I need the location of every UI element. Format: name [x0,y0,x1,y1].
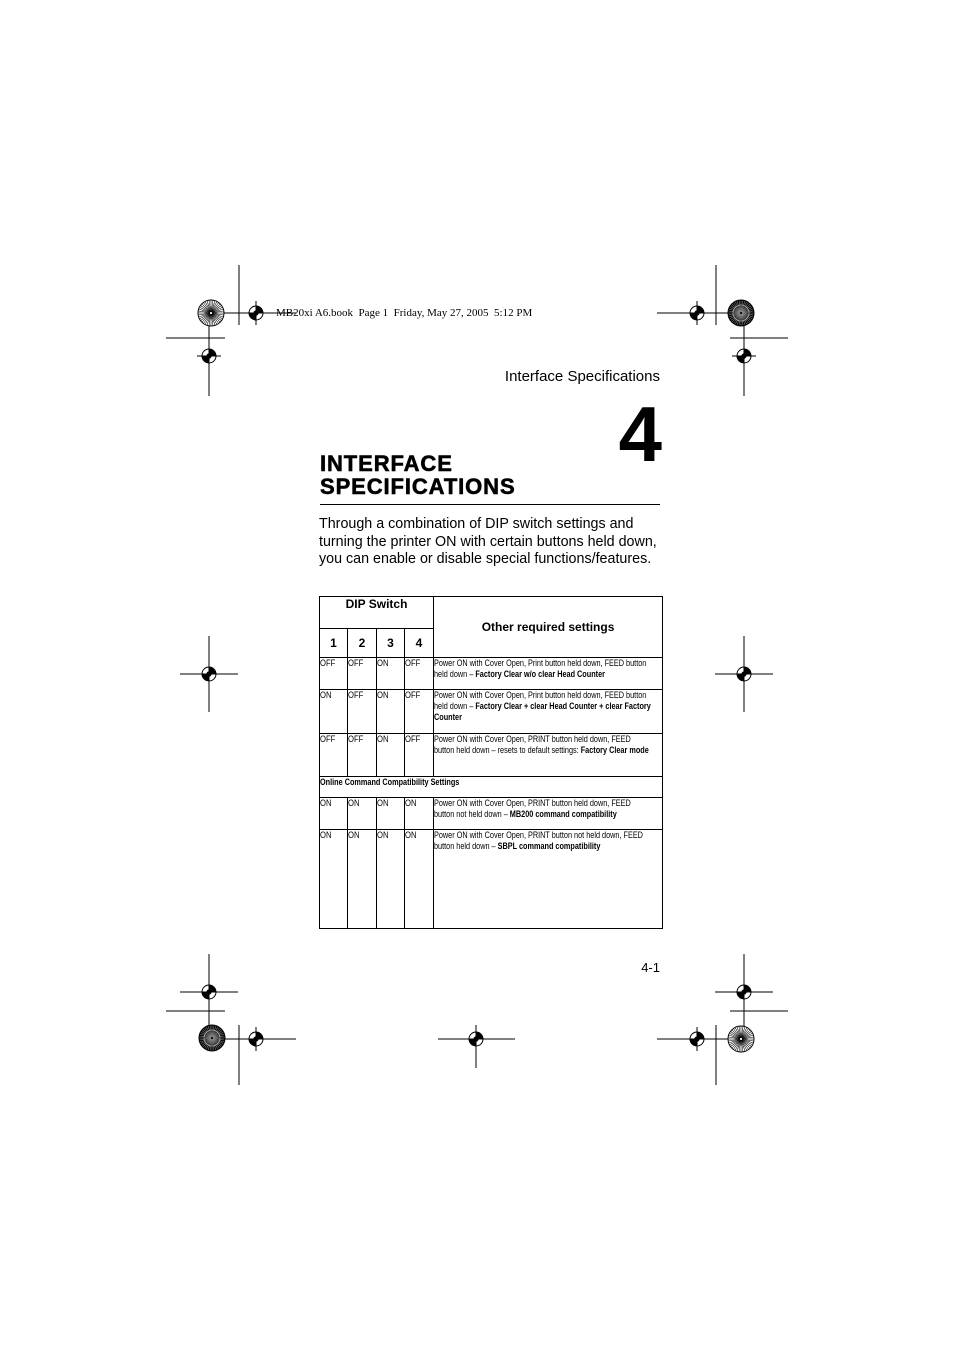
starburst-ray [209,301,211,312]
starburst-ray [731,306,740,313]
target-mark-bottom-right [685,1027,709,1051]
switch-value: OFF [405,690,421,700]
starburst-ray [741,1040,744,1051]
starburst-disc [728,300,754,326]
switch-value: OFF [348,690,364,700]
starburst-ray [742,1032,751,1039]
settings-text: Power ON with Cover Open, PRINT button held down, FEED button not held down – [434,798,631,819]
starburst-ray [212,1026,214,1037]
starburst-disc [198,300,224,326]
settings-cell [434,798,663,830]
starburst-ray [732,314,740,322]
starburst-ray [213,1039,222,1046]
starburst-ray [742,1040,751,1047]
starburst-ray [212,314,217,324]
other-settings-header: Other required settings [434,597,663,658]
starburst-ray [202,1039,211,1046]
starburst-ray [741,1040,743,1051]
dip-switch-table [319,596,663,929]
starburst-mark-bottom-left [199,1025,225,1051]
target-mark-left-middle [197,662,221,686]
starburst-ray [212,314,220,322]
starburst-ray [213,1039,218,1049]
settings-result: Factory Clear mode [580,745,649,755]
starburst-ray [742,311,753,313]
target-mark-top-right [685,301,709,325]
switch-4-cell [405,830,434,929]
settings-cell [434,830,663,929]
target-mark-left-lower [197,980,221,1004]
starburst-ray [742,314,749,323]
starburst-ray [202,304,210,312]
starburst-ray [212,1039,215,1050]
starburst-ray [742,1040,747,1050]
starburst-mark-bottom-right [728,1026,754,1052]
starburst-ray [729,311,740,313]
starburst-ray [742,1040,749,1049]
starburst-ray [742,1040,752,1045]
starburst-ray [213,1038,224,1040]
starburst-ray [200,307,210,312]
section-label: Online Command Compatibility Settings [320,777,460,787]
starburst-ray [742,1035,753,1038]
settings-cell [434,734,663,777]
starburst-ray [729,309,740,312]
starburst-ray [208,1026,211,1037]
starburst-ray [730,1040,740,1045]
starburst-ray [742,314,747,324]
section-label-cell [320,777,663,798]
starburst-ray [213,1027,218,1037]
chapter-title [320,452,516,498]
starburst-ray [742,1040,750,1048]
starburst-disc [199,1025,225,1051]
switch-3-cell [377,734,405,777]
switch-value: OFF [348,734,364,744]
starburst-ray [211,314,214,325]
starburst-ray [741,1027,744,1038]
intro-line: turning the printer ON with certain buttons held down, [319,533,657,550]
switch-2-cell [348,830,377,929]
target-mark-left-upper [197,344,221,368]
intro-line: Through a combination of DIP switch settings and [319,516,634,532]
starburst-ray [742,309,753,312]
switch-value: OFF [405,658,421,668]
starburst-ray [741,301,744,312]
page-number: 4-1 [641,960,660,975]
switch-value: OFF [320,658,336,668]
starburst-ray [742,1039,753,1042]
starburst-ray [742,302,747,312]
starburst-ray [734,1040,741,1049]
switch-value: ON [320,798,332,808]
starburst-ray [737,314,740,325]
starburst-ray [212,1026,215,1037]
starburst-ray [202,314,210,322]
starburst-ray [742,313,753,315]
starburst-ray [742,313,753,316]
starburst-ray [213,1039,220,1048]
dip-switch-header: DIP Switch [320,597,434,629]
starburst-ray [734,303,741,312]
starburst-ray [212,314,222,319]
switch-3-cell [377,798,405,830]
starburst-ray [730,1033,740,1038]
starburst-ray [200,314,210,319]
starburst-ray [739,1040,741,1051]
starburst-ray [212,311,223,313]
switch-value: ON [377,658,389,668]
starburst-ray [210,1039,212,1050]
starburst-ray [735,1028,740,1038]
starburst-ray [730,307,740,312]
running-head: Interface Specifications [504,368,660,385]
starburst-ray [200,1034,211,1037]
switch-value: ON [348,830,360,840]
starburst-ray [212,314,219,323]
starburst-ray [206,1039,211,1049]
starburst-ray [202,1031,211,1038]
switch-value: OFF [320,734,336,744]
starburst-ray [731,314,740,321]
table-section-row [320,777,663,798]
switch-1-cell [320,690,348,734]
switch-number-4: 4 [405,629,434,658]
chapter-title-line-2: SPECIFICATIONS [320,474,516,499]
starburst-ray [742,1029,749,1038]
starburst-ray [205,314,210,324]
chapter-title-line-1: INTERFACE [320,451,453,476]
starburst-ray [201,306,210,313]
switch-2-cell [348,658,377,690]
switch-value: ON [348,798,360,808]
switch-3-cell [377,658,405,690]
switch-value: ON [405,830,417,840]
starburst-ray [212,306,221,313]
starburst-ray [737,301,740,312]
starburst-ray [212,1039,214,1050]
starburst-ray [213,1029,221,1037]
switch-value: ON [320,690,332,700]
switch-value: ON [377,690,389,700]
starburst-ray [729,1039,740,1042]
starburst-ray [201,1039,211,1044]
switch-1-cell [320,658,348,690]
settings-text: Power ON with Cover Open, PRINT button held down, FEED button held down – resets to default settings: [434,734,631,755]
starburst-ray [742,314,750,322]
settings-result: MB200 command compatibility [509,809,617,819]
starburst-ray [213,1039,221,1047]
settings-cell [434,658,663,690]
starburst-ray [729,313,740,315]
starburst-ray [742,1030,750,1038]
starburst-ray [729,313,740,316]
switch-1-cell [320,798,348,830]
settings-text: Power ON with Cover Open, Print button held down, FEED button held down – [434,658,647,679]
switch-2-cell [348,734,377,777]
starburst-ray [742,314,751,321]
table-row [320,830,663,929]
starburst-ray [204,314,211,323]
starburst-ray [201,1032,211,1037]
switch-value: ON [320,830,332,840]
starburst-ray [199,311,210,313]
starburst-ray [201,314,210,321]
starburst-ray [207,314,210,325]
starburst-ray [729,1035,740,1038]
switch-number-3: 3 [377,629,405,658]
starburst-ray [739,314,741,325]
starburst-ray [213,1038,224,1041]
starburst-ray [208,1039,211,1050]
starburst-ray [735,314,740,324]
starburst-ray [742,1028,747,1038]
starburst-ray [212,314,221,321]
starburst-disc [728,1026,754,1052]
starburst-ray [213,1031,222,1038]
starburst-ray [737,1027,740,1038]
starburst-ray [737,1040,740,1051]
switch-value: ON [377,798,389,808]
switch-4-cell [405,734,434,777]
switch-value: OFF [348,658,364,668]
starburst-ray [742,1037,753,1039]
switch-4-cell [405,690,434,734]
starburst-ray [731,1040,740,1047]
switch-value: ON [377,734,389,744]
intro-line: you can enable or disable special functions/features. [319,551,652,568]
starburst-ray [729,1039,740,1041]
starburst-ray [204,303,211,312]
starburst-ray [742,314,752,319]
starburst-ray [203,1039,211,1047]
starburst-ray [739,1027,741,1038]
starburst-ray [734,314,741,323]
starburst-ray [212,303,219,312]
starburst-ray [742,303,749,312]
starburst-ray [741,1027,743,1038]
starburst-ray [739,301,741,312]
starburst-ring [733,305,749,321]
starburst-ray [735,1040,740,1050]
switch-1-cell [320,830,348,929]
settings-result: Factory Clear + clear Head Counter + clear Factory Counter [434,701,651,722]
settings-text: Power ON with Cover Open, Print button held down, FEED button held down – [434,690,647,711]
intro-paragraph [319,516,657,569]
starburst-ray [199,313,210,315]
switch-value: ON [405,798,417,808]
starburst-ray [734,1029,741,1038]
starburst-ray [731,1032,740,1039]
starburst-ray [212,302,217,312]
starburst-ray [730,314,740,319]
starburst-ray [213,1034,224,1037]
starburst-ray [213,1032,223,1037]
chapter-number: 4 [618,390,662,478]
starburst-ray [206,1027,211,1037]
starburst-ray [742,304,750,312]
starburst-ray [741,314,744,325]
starburst-ray [212,309,223,312]
starburst-ray [212,307,222,312]
starburst-ray [210,1026,212,1037]
target-mark-right-lower [732,980,756,1004]
starburst-ray [213,1036,224,1038]
switch-4-cell [405,658,434,690]
starburst-ray [199,309,210,312]
starburst-ray [209,314,211,325]
starburst-ray [742,306,751,313]
target-mark-right-upper [732,344,756,368]
table-row [320,798,663,830]
starburst-ray [735,302,740,312]
starburst-ray [211,301,214,312]
starburst-ray [205,1028,212,1037]
switch-2-cell [348,690,377,734]
starburst-ray [741,314,743,325]
starburst-ray [732,1040,740,1048]
starburst-ray [213,1028,220,1037]
table-row [320,690,663,734]
book-meta-line: MB20xi A6.book Page 1 Friday, May 27, 2005 5:12 PM [276,307,533,319]
target-mark-top-left [244,301,268,325]
target-mark-right-middle [732,662,756,686]
starburst-mark-top-right [728,300,754,326]
settings-result: Factory Clear w/o clear Head Counter [475,669,606,679]
starburst-ray [212,313,223,316]
starburst-ray [200,1038,211,1040]
starburst-ray [211,314,213,325]
starburst-ring [204,1030,220,1046]
switch-2-cell [348,798,377,830]
starburst-ray [732,304,740,312]
starburst-ray [213,1039,223,1044]
switch-number-1: 1 [320,629,348,658]
starburst-ray [207,301,210,312]
settings-result: SBPL command compatibility [497,841,601,851]
switch-3-cell [377,690,405,734]
starburst-ray [742,307,752,312]
table-row [320,658,663,690]
starburst-ray [200,1038,211,1041]
switch-3-cell [377,830,405,929]
target-mark-bottom-center [464,1027,488,1051]
switch-value: ON [377,830,389,840]
starburst-ray [205,1039,212,1048]
starburst-ray [203,1029,211,1037]
starburst-ray [741,301,743,312]
settings-text: Power ON with Cover Open, PRINT button not held down, FEED button held down – [434,830,643,851]
starburst-ray [205,302,210,312]
starburst-ray [212,313,223,315]
starburst-ray [199,313,210,316]
starburst-ray [742,1033,752,1038]
switch-value: OFF [405,734,421,744]
starburst-ray [729,1037,740,1039]
starburst-ray [732,1030,740,1038]
switch-4-cell [405,798,434,830]
title-rule [320,504,660,505]
starburst-ray [742,1039,753,1041]
starburst-ray [212,304,220,312]
switch-number-2: 2 [348,629,377,658]
target-mark-bottom-left [244,1027,268,1051]
settings-cell [434,690,663,734]
starburst-mark-top-left [198,300,224,326]
switch-1-cell [320,734,348,777]
table-row [320,734,663,777]
starburst-ray [200,1036,211,1038]
table-header-row [320,597,663,629]
starburst-ray [211,301,213,312]
